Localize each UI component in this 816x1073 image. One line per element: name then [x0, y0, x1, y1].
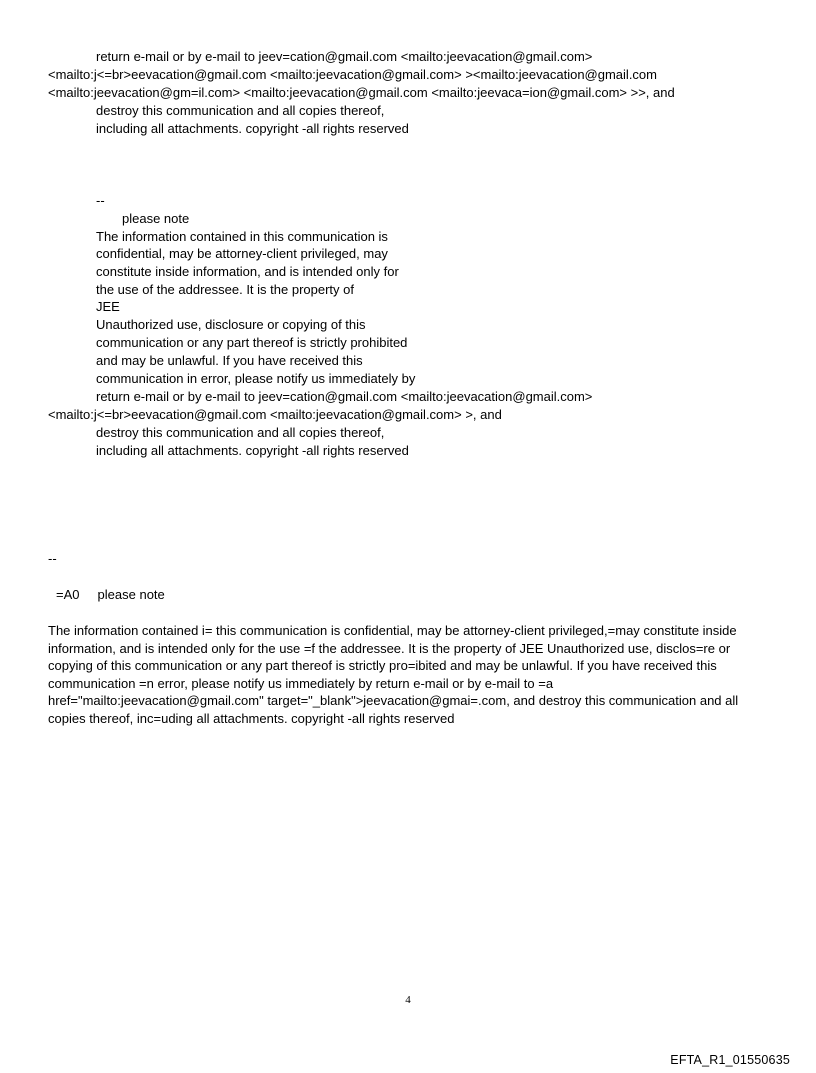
- text-line: communication or any part thereof is strictly prohibited: [96, 335, 408, 350]
- text-line: return e-mail or by e-mail to jeev=cation@gmail.com <mailto:jeevacation@gmail.com>: [96, 49, 593, 64]
- text-line: the use of the addressee. It is the property of: [96, 282, 354, 297]
- text-line: constitute inside information, and is intended only for: [96, 264, 399, 279]
- document-id: EFTA_R1_01550635: [670, 1053, 790, 1067]
- disclaimer-paragraph: The information contained i= this communication is confidential, may be attorney-client privileged,=may constitute inside information, and is intended only for the use =f the addressee. It is the property of JEE Unauthorized use, disclos=re or copying of this communication or any part thereof is strictly pro=ibited and may be unlawful. If you have received this communication =n error, please notify us immediately by return e-mail or by e-mail to =a href="mailto:jeevacation@gmail.com" target="_blank">jeevacation@gmai=.com, and destroy this communication and all copies thereof, inc=uding all attachments. copyright -all rights reserved: [48, 623, 739, 726]
- text-line: destroy this communication and all copies thereof,: [96, 103, 385, 118]
- text-line: and may be unlawful. If you have received this: [96, 353, 363, 368]
- page-number: 4: [405, 994, 411, 1006]
- text-line: <mailto:jeevacation@gm=il.com> <mailto:jeevacation@gmail.com <mailto:jeevaca=ion@gmail.com> >>, and: [48, 85, 675, 100]
- text-line: including all attachments. copyright -all rights reserved: [96, 121, 409, 136]
- text-line: communication in error, please notify us immediately by: [96, 371, 416, 386]
- text-line: destroy this communication and all copies thereof,: [96, 425, 385, 440]
- text-line: Unauthorized use, disclosure or copying of this: [96, 317, 366, 332]
- text-line: including all attachments. copyright -all rights reserved: [96, 443, 409, 458]
- note-heading: please note: [122, 211, 190, 226]
- text-line: return e-mail or by e-mail to jeev=cation@gmail.com <mailto:jeevacation@gmail.com>: [96, 389, 593, 404]
- text-line: The information contained in this communication is: [96, 229, 388, 244]
- text-line: <mailto:j<=br>eevacation@gmail.com <mailto:jeevacation@gmail.com> ><mailto:jeevacation@gmail.com: [48, 67, 657, 82]
- separator-dash: --: [48, 551, 57, 566]
- text-line: <mailto:j<=br>eevacation@gmail.com <mailto:jeevacation@gmail.com> >, and: [48, 407, 502, 422]
- text-line: confidential, may be attorney-client privileged, may: [96, 246, 388, 261]
- separator-dash: --: [96, 193, 105, 208]
- text-line: JEE: [96, 299, 120, 314]
- note-heading: =A0 please note: [56, 587, 165, 602]
